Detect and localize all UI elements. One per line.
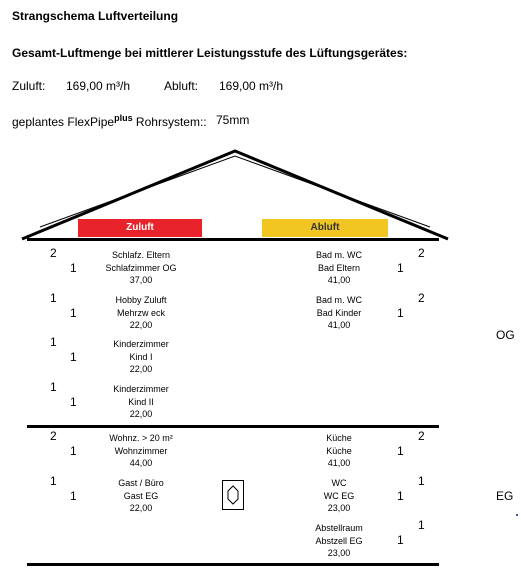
supply-outlet-count: 1 — [70, 395, 77, 409]
exhaust-entry: Abstellraum Abstzell EG 23,00 — [315, 523, 363, 558]
exhaust-outlet-count: 1 — [397, 533, 404, 547]
exhaust-outlet-count: 1 — [397, 444, 404, 458]
exhaust-entry: Küche Küche 41,00 — [326, 433, 352, 468]
exhaust-valve-count: 1 — [418, 474, 425, 488]
exhaust-entry: Bad m. WC Bad Eltern 41,00 — [315, 250, 362, 285]
exhaust-valve-count: 2 — [418, 429, 425, 443]
zuluft-bar: Zuluft — [78, 219, 202, 237]
pipe-system-value: 75mm — [216, 113, 250, 127]
supply-entry: Wohnz. > 20 m² Wohnzimmer 44,00 — [109, 433, 173, 468]
zuluft-value: 169,00 m³/h — [66, 79, 131, 93]
supply-outlet-count: 1 — [70, 489, 77, 503]
page-title: Strangschema Luftverteilung — [12, 9, 179, 23]
supply-valve-count: 2 — [50, 246, 57, 260]
supply-entry: Hobby Zuluft Mehrzw eck 22,00 — [115, 295, 167, 330]
supply-entry: Kinderzimmer Kind II 22,00 — [113, 384, 169, 419]
og-eg-divider — [27, 425, 439, 428]
blue-dot — [516, 514, 518, 516]
supply-valve-count: 1 — [50, 380, 57, 394]
exhaust-outlet-count: 1 — [397, 489, 404, 503]
supply-entry: Gast / Büro Gast EG 22,00 — [118, 478, 164, 513]
exhaust-entry: WC WC EG 23,00 — [323, 478, 355, 513]
supply-outlet-count: 1 — [70, 444, 77, 458]
supply-valve-count: 2 — [50, 429, 57, 443]
supply-outlet-count: 1 — [70, 350, 77, 364]
eg-floor-line — [27, 563, 439, 566]
supply-entry: Kinderzimmer Kind I 22,00 — [113, 339, 169, 374]
pipe-system-label: geplantes FlexPipe$^{plus}$ Rohrsystem:: — [12, 113, 207, 129]
supply-valve-count: 1 — [50, 335, 57, 349]
exhaust-valve-count: 2 — [418, 246, 425, 260]
og-ceiling-line — [27, 238, 439, 241]
level-eg: EG — [496, 489, 514, 503]
level-og: OG — [496, 328, 515, 342]
exhaust-outlet-count: 1 — [397, 261, 404, 275]
supply-valve-count: 1 — [50, 474, 57, 488]
ventilation-unit-icon — [222, 480, 244, 510]
supply-valve-count: 1 — [50, 291, 57, 305]
exhaust-valve-count: 1 — [418, 518, 425, 532]
exhaust-entry: Bad m. WC Bad Kinder 41,00 — [315, 295, 362, 330]
abluft-label: Abluft: — [164, 79, 199, 93]
zuluft-label: Zuluft: — [12, 79, 46, 93]
exhaust-outlet-count: 1 — [397, 306, 404, 320]
supply-outlet-count: 1 — [70, 261, 77, 275]
exhaust-valve-count: 2 — [418, 291, 425, 305]
abluft-value: 169,00 m³/h — [219, 79, 284, 93]
total-airflow-heading: Gesamt-Luftmenge bei mittlerer Leistungsstufe des Lüftungsgerätes: — [12, 46, 408, 60]
abluft-bar: Abluft — [262, 219, 388, 237]
supply-outlet-count: 1 — [70, 306, 77, 320]
supply-entry: Schlafz. Eltern Schlafzimmer OG 37,00 — [105, 250, 177, 285]
